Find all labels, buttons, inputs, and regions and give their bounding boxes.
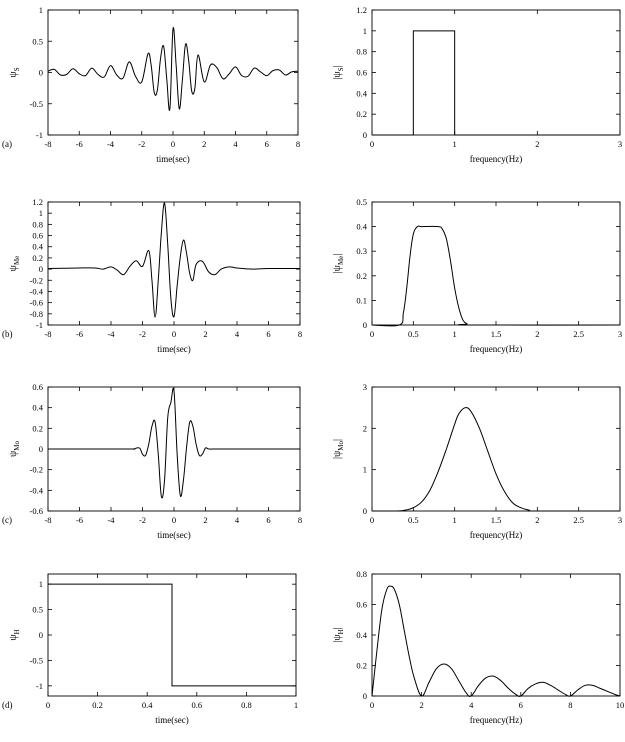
x-tick-label: 0 <box>45 700 51 710</box>
y-axis-label-symbol: ψ <box>332 265 343 272</box>
y-tick-label: 0.6 <box>356 599 367 610</box>
abs-bar-left: | <box>332 640 343 643</box>
chart-panel <box>2 197 302 354</box>
series-line <box>372 226 620 326</box>
x-tick-label: 3 <box>617 515 623 525</box>
x-tick-label: -2 <box>138 329 147 339</box>
x-tick-label: 4 <box>469 700 474 710</box>
y-tick-label: 0.1 <box>356 295 367 306</box>
y-tick-label: 0.6 <box>32 230 43 241</box>
y-axis-label <box>8 629 21 640</box>
y-tick-label: 0 <box>38 630 43 640</box>
y-axis-label <box>332 627 345 642</box>
panel-label: (c) <box>2 515 12 525</box>
y-tick-label: 0.2 <box>356 109 367 120</box>
chart-panel <box>2 574 298 725</box>
y-axis-label-subscript: Mo <box>337 441 345 451</box>
y-tick-label: 0 <box>362 320 367 330</box>
y-tick-label: 0.2 <box>356 660 367 671</box>
x-tick-label: -6 <box>75 139 83 149</box>
y-tick-label: -0.2 <box>29 464 43 475</box>
y-tick-label: -0.5 <box>29 655 43 666</box>
abs-bar-right: | <box>332 253 343 256</box>
y-tick-label: 0.5 <box>356 197 367 207</box>
x-tick-label: 2.5 <box>573 329 584 339</box>
panel-label: (a) <box>2 139 12 149</box>
series-line <box>48 388 300 498</box>
y-tick-label: -0.4 <box>29 286 43 297</box>
y-tick-label: -0.2 <box>29 275 43 286</box>
x-tick-label: 1 <box>452 329 457 339</box>
x-tick-label: 1.5 <box>490 329 502 339</box>
x-axis-label: frequency(Hz) <box>469 715 523 725</box>
y-axis-label <box>332 65 345 79</box>
x-tick-label: 4 <box>234 329 240 339</box>
plot-frame <box>48 202 300 325</box>
y-tick-label: 0.6 <box>356 67 367 78</box>
chart-panel <box>332 5 622 164</box>
x-tick-label: 6 <box>264 139 269 149</box>
x-tick-label: -2 <box>138 139 146 149</box>
y-axis-label-symbol: ψ <box>8 634 19 641</box>
chart-panel <box>332 569 624 725</box>
y-tick-label: 2 <box>362 423 367 434</box>
x-tick-label: 0.6 <box>191 700 203 710</box>
chart-panel <box>332 197 622 354</box>
x-tick-label: 8 <box>297 515 303 525</box>
x-axis-label: time(sec) <box>156 154 190 164</box>
y-tick-label: 1 <box>362 464 367 475</box>
x-tick-label: 2.5 <box>573 515 584 525</box>
y-axis-label-subscript: Me <box>13 255 21 266</box>
y-tick-label: 0.5 <box>32 604 43 615</box>
y-axis-label-symbol: ψ <box>8 450 19 457</box>
abs-bar-left: | <box>332 271 343 274</box>
plot-frame <box>372 10 620 135</box>
y-tick-label: 1 <box>38 208 43 219</box>
y-axis-label-subscript: Me <box>337 255 345 266</box>
x-tick-label: 6 <box>518 700 523 710</box>
y-axis-label-symbol: ψ <box>332 450 343 457</box>
y-axis-label-symbol: ψ <box>8 71 19 78</box>
y-tick-label: 1.2 <box>32 197 43 207</box>
x-tick-label: 0.4 <box>141 700 153 710</box>
x-tick-label: 0.5 <box>408 329 419 339</box>
y-axis-label <box>8 256 21 272</box>
x-tick-label: 0.5 <box>408 515 419 525</box>
series-line <box>48 27 298 110</box>
x-tick-label: 2 <box>535 515 540 525</box>
x-tick-label: 2 <box>202 139 207 149</box>
y-tick-label: 0.4 <box>356 88 367 99</box>
series-line <box>372 586 620 696</box>
x-tick-label: -4 <box>106 139 115 149</box>
y-tick-label: 0.5 <box>32 36 43 47</box>
y-tick-label: 0.4 <box>32 402 43 413</box>
x-tick-label: 1.5 <box>490 515 502 525</box>
y-tick-label: 0 <box>362 506 367 516</box>
y-tick-label: 0.6 <box>32 382 43 392</box>
abs-bar-left: | <box>332 77 343 80</box>
x-tick-label: 8 <box>568 700 573 710</box>
y-tick-label: 0.2 <box>356 270 367 281</box>
y-tick-label: 1 <box>362 25 367 36</box>
series-line <box>372 31 620 135</box>
x-axis-label: time(sec) <box>157 344 191 354</box>
x-axis-label: frequency(Hz) <box>469 344 523 354</box>
x-tick-label: 6 <box>266 515 271 525</box>
y-tick-label: -0.6 <box>29 297 43 308</box>
x-tick-label: 1 <box>452 515 457 525</box>
plot-frame <box>372 387 620 511</box>
y-tick-label: 0 <box>362 691 367 701</box>
abs-bar-right: | <box>332 438 343 441</box>
y-axis-label-subscript: S <box>337 67 345 72</box>
y-tick-label: 0.2 <box>32 423 43 434</box>
y-tick-label: 3 <box>362 382 367 392</box>
x-tick-label: 2 <box>535 329 540 339</box>
y-tick-label: 1 <box>38 579 43 590</box>
x-axis-label: frequency(Hz) <box>469 530 523 540</box>
x-tick-label: -4 <box>107 515 115 525</box>
x-tick-label: 3 <box>617 329 623 339</box>
y-tick-label: -1 <box>35 130 43 140</box>
y-tick-label: -0.8 <box>29 308 43 319</box>
y-tick-label: -1 <box>35 680 43 691</box>
y-axis-label-subscript: S <box>13 67 21 72</box>
x-tick-label: -8 <box>44 139 52 149</box>
x-tick-label: 8 <box>295 139 301 149</box>
y-tick-label: 1.2 <box>356 5 367 15</box>
x-tick-label: -6 <box>75 329 84 339</box>
abs-bar-left: | <box>332 457 343 460</box>
y-tick-label: -0.6 <box>29 506 43 516</box>
x-tick-label: 0 <box>369 515 375 525</box>
y-axis-label <box>332 439 345 459</box>
y-axis-label-symbol: ψ <box>332 71 343 78</box>
series-line <box>372 408 620 511</box>
chart-panel <box>2 382 302 540</box>
x-tick-label: 0 <box>170 139 176 149</box>
x-tick-label: 0.2 <box>92 700 103 710</box>
x-axis-label: time(sec) <box>157 530 191 540</box>
x-tick-label: 10 <box>615 700 625 710</box>
x-tick-label: 1 <box>452 139 457 149</box>
series-line <box>48 203 300 317</box>
y-tick-label: 0 <box>362 130 367 140</box>
y-tick-label: -0.4 <box>29 485 43 496</box>
x-tick-label: -2 <box>138 515 147 525</box>
x-tick-label: 2 <box>419 700 424 710</box>
y-axis-label <box>8 67 21 77</box>
y-tick-label: 0 <box>38 444 43 454</box>
y-tick-label: 0.4 <box>356 221 367 232</box>
x-tick-label: 2 <box>203 329 208 339</box>
x-axis-label: frequency(Hz) <box>469 154 523 164</box>
x-tick-label: -6 <box>75 515 84 525</box>
y-tick-label: 0.8 <box>356 569 367 579</box>
x-tick-label: 6 <box>266 329 271 339</box>
x-tick-label: 8 <box>297 329 303 339</box>
panel-label: (d) <box>2 700 13 710</box>
y-tick-label: 0.4 <box>32 241 43 252</box>
y-tick-label: 0 <box>38 67 43 78</box>
y-tick-label: 1 <box>38 5 43 15</box>
y-tick-label: 0.8 <box>32 219 43 230</box>
panel-label: (b) <box>2 329 13 339</box>
x-tick-label: 2 <box>203 515 208 525</box>
x-tick-label: 0 <box>369 329 375 339</box>
y-tick-label: 0 <box>38 264 43 275</box>
y-axis-label-subscript: Mo <box>13 441 21 451</box>
x-tick-label: 0 <box>369 139 375 149</box>
y-axis-label-symbol: ψ <box>8 265 19 272</box>
x-tick-label: 4 <box>233 139 238 149</box>
y-axis-label-subscript: H <box>13 629 21 635</box>
x-tick-label: 0 <box>171 515 177 525</box>
abs-bar-right: | <box>332 65 343 68</box>
x-tick-label: 0 <box>171 329 177 339</box>
y-tick-label: 0.3 <box>356 246 367 257</box>
x-tick-label: 2 <box>535 139 540 149</box>
y-axis-label <box>8 441 21 457</box>
x-tick-label: -8 <box>44 329 52 339</box>
x-tick-label: 4 <box>234 515 240 525</box>
x-tick-label: 1 <box>293 700 299 710</box>
x-tick-label: 0.8 <box>241 700 252 710</box>
x-axis-label: time(sec) <box>155 715 189 725</box>
abs-bar-right: | <box>332 627 343 630</box>
y-tick-label: -0.5 <box>29 98 43 109</box>
y-tick-label: -1 <box>35 320 43 330</box>
x-tick-label: -4 <box>107 329 115 339</box>
y-tick-label: 0.2 <box>32 252 43 263</box>
x-tick-label: 0 <box>369 700 375 710</box>
y-axis-label <box>332 254 345 274</box>
y-tick-label: 0.8 <box>356 46 367 57</box>
y-tick-label: 0.4 <box>356 630 367 640</box>
series-line <box>48 584 296 686</box>
y-axis-label-subscript: H <box>337 629 345 635</box>
x-tick-label: 3 <box>617 139 623 149</box>
x-tick-label: -8 <box>44 515 52 525</box>
chart-panel <box>332 382 622 540</box>
y-axis-label-symbol: ψ <box>332 634 343 641</box>
chart-panel <box>2 5 300 164</box>
